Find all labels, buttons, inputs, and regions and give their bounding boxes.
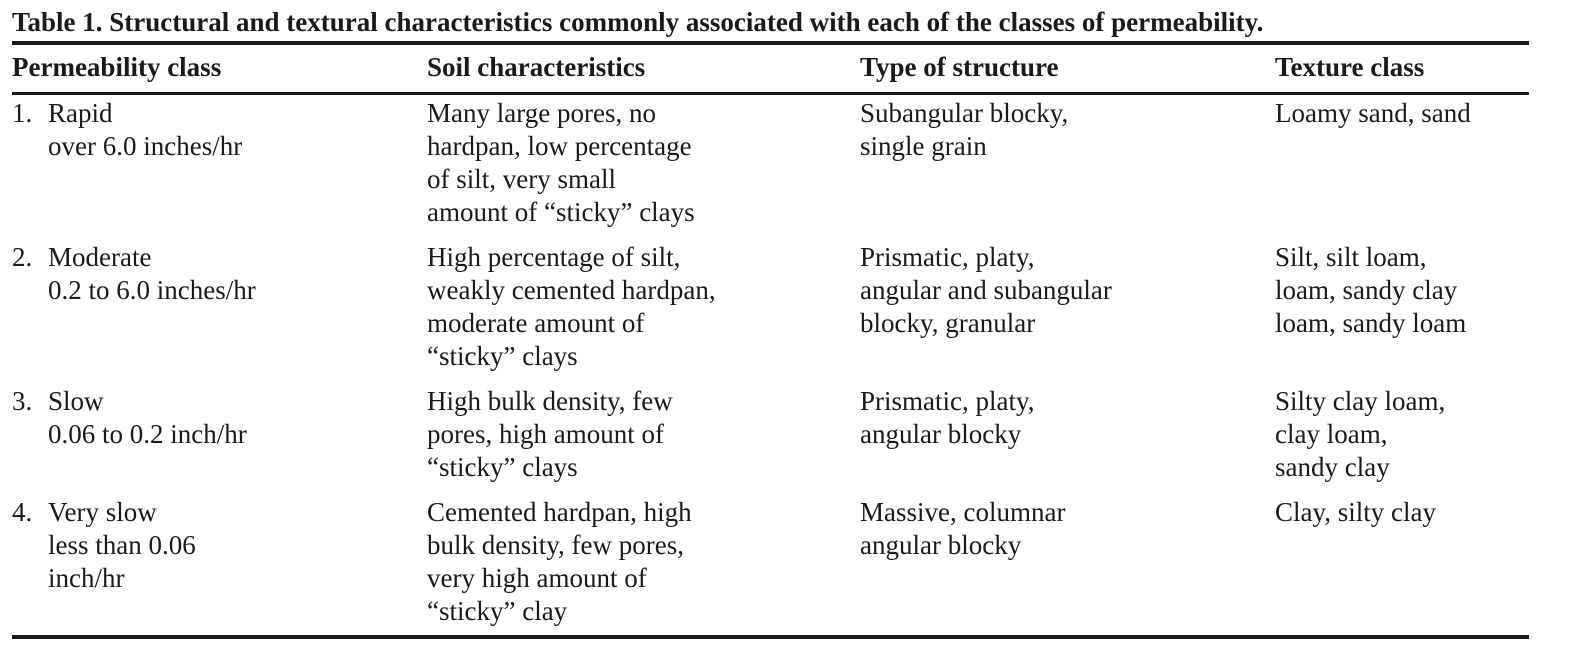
soil-line: bulk density, few pores, [427,530,684,560]
soil-line: very high amount of [427,563,647,593]
texture-line: Silty clay loam, [1275,386,1446,416]
table-row-3-type-of-structure [860,385,1034,451]
table-row-1-soil-characteristics [427,97,695,229]
table-row-2-texture-class [1275,241,1466,340]
soil-line: Cemented hardpan, high [427,497,692,527]
soil-line: High bulk density, few [427,386,673,416]
structure-line: Subangular blocky, [860,98,1069,128]
structure-line: Prismatic, platy, [860,386,1035,416]
texture-line: Silt, silt loam, [1275,242,1427,272]
table-row-4-soil-characteristics [427,496,692,628]
class-line: inch/hr [48,563,125,593]
class-text [48,496,196,595]
texture-line: Loamy sand, sand [1275,98,1471,128]
soil-line: High percentage of silt, [427,242,681,272]
class-line: 0.06 to 0.2 inch/hr [48,419,247,449]
bottom-rule [12,635,1529,639]
row-number: 4. [12,497,33,527]
soil-line: weakly cemented hardpan, [427,275,716,305]
row-number: 1. [12,98,33,128]
structure-line: blocky, granular [860,308,1036,338]
soil-line: “sticky” clays [427,452,578,482]
header-rule [12,92,1529,95]
header-type-of-structure: Type of structure [860,52,1059,82]
texture-line: loam, sandy clay [1275,275,1458,305]
row-number: 2. [12,242,33,272]
class-line: less than 0.06 [48,530,196,560]
structure-line: angular blocky [860,530,1022,560]
table-row-4-type-of-structure [860,496,1065,562]
class-line: Rapid [48,98,113,128]
table-row-3-soil-characteristics [427,385,673,484]
table-row-2-soil-characteristics [427,241,716,373]
header-texture-class: Texture class [1275,52,1425,82]
soil-line: of silt, very small [427,164,616,194]
class-text [48,241,256,307]
header-soil-characteristics: Soil characteristics [427,52,646,82]
top-rule [12,41,1529,45]
table-caption: Table 1. Structural and textural characteristics commonly associated with each of the classes of permeability. [12,7,1264,37]
soil-line: Many large pores, no [427,98,656,128]
table-row-1-type-of-structure [860,97,1068,163]
class-line: Moderate [48,242,152,272]
texture-line: sandy clay [1275,452,1390,482]
structure-line: single grain [860,131,987,161]
soil-line: “sticky” clay [427,596,568,626]
structure-line: angular blocky [860,419,1022,449]
class-line: 0.2 to 6.0 inches/hr [48,275,256,305]
soil-line: moderate amount of [427,308,645,338]
class-line: over 6.0 inches/hr [48,131,243,161]
row-number: 3. [12,386,33,416]
class-text [48,385,247,451]
table-row-1-texture-class [1275,97,1471,130]
structure-line: Massive, columnar [860,497,1066,527]
class-text [48,97,242,163]
texture-line: Clay, silty clay [1275,497,1436,527]
class-line: Slow [48,386,104,416]
class-line: Very slow [48,497,157,527]
texture-line: loam, sandy loam [1275,308,1467,338]
soil-line: pores, high amount of [427,419,664,449]
table-row-3-texture-class [1275,385,1445,484]
header-permeability-class: Permeability class [12,52,222,82]
soil-line: “sticky” clays [427,341,578,371]
texture-line: clay loam, [1275,419,1388,449]
structure-line: angular and subangular [860,275,1112,305]
soil-line: hardpan, low percentage [427,131,692,161]
table-row-2-type-of-structure [860,241,1112,340]
table-row-4-texture-class [1275,496,1436,529]
structure-line: Prismatic, platy, [860,242,1035,272]
soil-line: amount of “sticky” clays [427,197,695,227]
